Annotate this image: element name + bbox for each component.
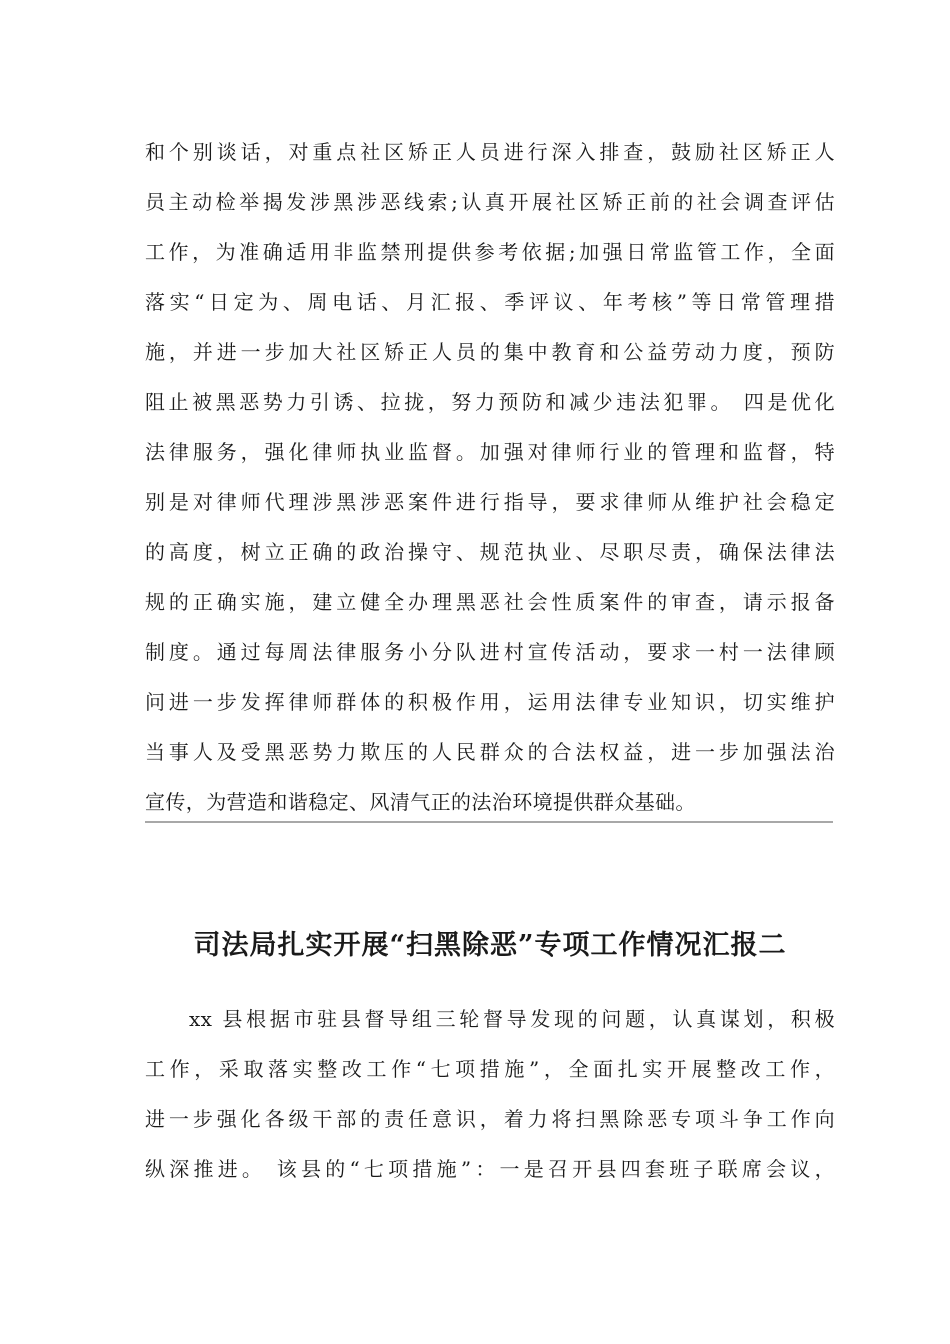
- text-line: 当事人及受黑恶势力欺压的人民群众的合法权益，进一步加强法治: [145, 740, 835, 764]
- document-title: 司法局扎实开展“扫黑除恶”专项工作情况汇报二: [193, 930, 787, 961]
- text-line: xx 县根据市驻县督导组三轮督导发现的问题，认真谋划，积极: [189, 1007, 835, 1031]
- text-line: 阻止被黑恶势力引诱、拉拢，努力预防和减少违法犯罪。 四是优化: [145, 390, 835, 414]
- text-line: 工作，为准确适用非监禁刑提供参考依据;加强日常监管工作，全面: [145, 240, 835, 264]
- text-line: 纵深推进。 该县的“七项措施”：一是召开县四套班子联席会议，: [145, 1157, 835, 1181]
- text-line: 施，并进一步加大社区矫正人员的集中教育和公益劳动力度，预防: [145, 340, 835, 364]
- text-line: 别是对律师代理涉黑涉恶案件进行指导，要求律师从维护社会稳定: [145, 490, 835, 514]
- text-line: 规的正确实施，建立健全办理黑恶社会性质案件的审查，请示报备: [145, 590, 835, 614]
- text-line: 问进一步发挥律师群体的积极作用，运用法律专业知识，切实维护: [145, 690, 835, 714]
- text-line: 和个别谈话，对重点社区矫正人员进行深入排查，鼓励社区矫正人: [145, 140, 835, 164]
- text-line: 进一步强化各级干部的责任意识，着力将扫黑除恶专项斗争工作向: [145, 1107, 835, 1131]
- text-line: 工作，采取落实整改工作“七项措施”，全面扎实开展整改工作，: [145, 1057, 835, 1081]
- text-line: 的高度，树立正确的政治操守、规范执业、尽职尽责，确保法律法: [145, 540, 835, 564]
- text-line: 法律服务，强化律师执业监督。加强对律师行业的管理和监督，特: [145, 440, 835, 464]
- paragraph-continued: [145, 127, 835, 827]
- text-line: 宣传，为营造和谐稳定、风清气正的法治环境提供群众基础。: [145, 790, 696, 814]
- paragraph-intro: [145, 994, 835, 1194]
- text-line: 员主动检举揭发涉黑涉恶线索;认真开展社区矫正前的社会调查评估: [145, 190, 835, 214]
- text-line: 落实“日定为、周电话、月汇报、季评议、年考核”等日常管理措: [145, 290, 835, 314]
- section-divider: [145, 821, 833, 823]
- text-line: 制度。通过每周法律服务小分队进村宣传活动，要求一村一法律顾: [145, 640, 835, 664]
